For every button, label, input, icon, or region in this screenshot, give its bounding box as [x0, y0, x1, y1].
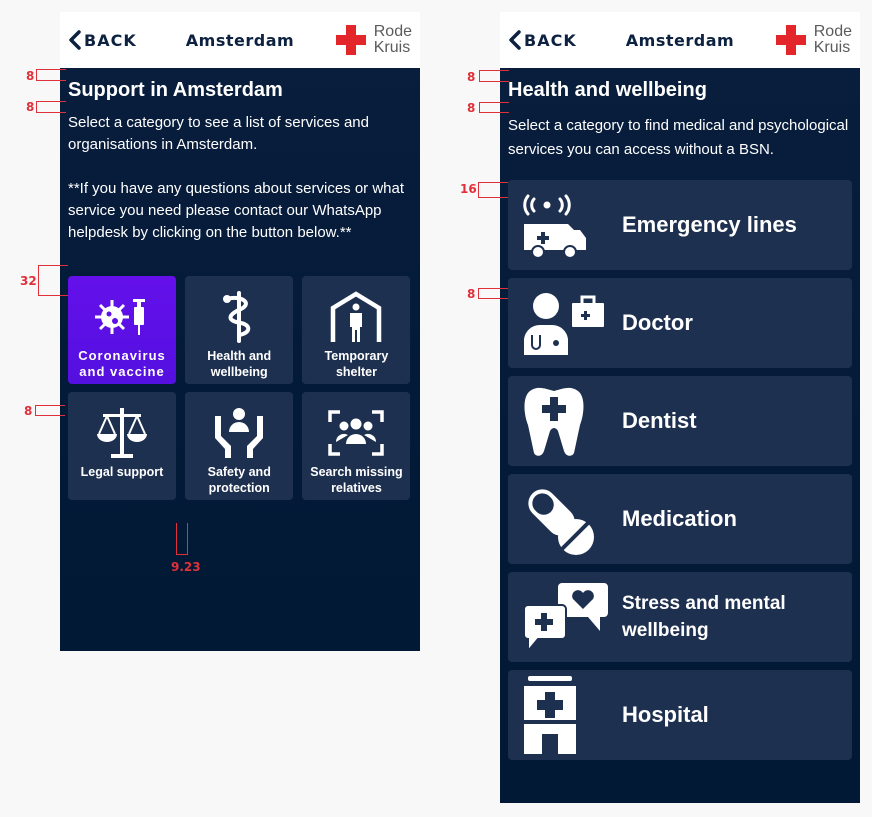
row-emergency-lines[interactable] — [508, 180, 852, 270]
row-label: Hospital — [622, 702, 709, 727]
category-list — [508, 180, 852, 760]
logo-line1: Rode — [373, 23, 412, 40]
description-helpdesk: **If you have any questions about services or what service you need please contact our WhatsApp helpdesk by clicking on the button below.** — [68, 180, 405, 241]
tile-label: Health and wellbeing — [207, 349, 272, 379]
tile-label: Temporary shelter — [324, 349, 389, 379]
shelter-icon — [329, 286, 383, 348]
section-description: Select a category to find medical and psychological services you can access without a BSN. — [508, 117, 849, 158]
row-label: Dentist — [622, 408, 697, 433]
back-label: BACK — [84, 30, 137, 50]
spacing-bracket — [176, 523, 188, 555]
tooth-icon — [508, 376, 622, 466]
row-dentist[interactable] — [508, 376, 852, 466]
spacing-bracket — [36, 69, 66, 81]
spacing-bracket — [478, 288, 508, 299]
tile-label: Legal support — [80, 465, 164, 479]
logo-line2: Kruis — [813, 39, 851, 56]
spacing-label: 8 — [467, 287, 476, 301]
rode-kruis-logo — [776, 24, 852, 56]
spacing-label: 32 — [20, 274, 37, 288]
category-grid — [68, 276, 412, 500]
row-label: Stress and mental wellbeing — [622, 593, 786, 641]
protect-hands-icon — [213, 402, 265, 464]
row-label: Doctor — [622, 310, 693, 335]
app-header — [60, 12, 420, 68]
spacing-label: 9.23 — [171, 560, 201, 574]
health-screen — [500, 12, 860, 803]
row-medication[interactable] — [508, 474, 852, 564]
hospital-icon — [508, 670, 622, 760]
section-heading: Support in Amsterdam — [68, 79, 283, 101]
tile-label: Safety and protection — [207, 465, 271, 495]
spacing-bracket — [36, 101, 66, 113]
rode-kruis-logo — [336, 24, 412, 56]
row-hospital[interactable] — [508, 670, 852, 760]
spacing-bracket — [38, 265, 68, 296]
spacing-label: 8 — [24, 404, 33, 418]
chevron-left-icon — [68, 30, 82, 50]
doctor-icon — [508, 278, 622, 368]
row-doctor[interactable] — [508, 278, 852, 368]
tile-safety[interactable] — [185, 392, 293, 500]
back-button[interactable] — [68, 12, 137, 68]
spacing-label: 16 — [460, 182, 477, 196]
row-stress-mental-wellbeing[interactable] — [508, 572, 852, 662]
section-description — [68, 112, 412, 244]
page-title: Amsterdam — [185, 30, 295, 50]
tile-health[interactable] — [185, 276, 293, 384]
spacing-bracket — [479, 102, 509, 113]
chat-heart-icon — [508, 572, 622, 662]
back-button[interactable] — [508, 12, 577, 68]
group-search-icon — [328, 402, 384, 464]
support-screen — [60, 12, 420, 651]
spacing-label: 8 — [26, 100, 35, 114]
back-label: BACK — [524, 30, 577, 50]
tile-coronavirus[interactable] — [68, 276, 176, 384]
logo-line1: Rode — [813, 23, 852, 40]
scales-icon — [95, 402, 149, 464]
section-heading: Health and wellbeing — [508, 79, 707, 101]
red-cross-icon — [776, 25, 806, 55]
description-line1: Select a category to see a list of services and organisations in Amsterdam. — [68, 114, 369, 153]
app-header — [500, 12, 860, 68]
chevron-left-icon — [508, 30, 522, 50]
spacing-label: 8 — [467, 101, 476, 115]
page-title: Amsterdam — [625, 30, 735, 50]
tile-legal[interactable] — [68, 392, 176, 500]
spacing-bracket — [479, 70, 509, 82]
tile-shelter[interactable] — [302, 276, 410, 384]
row-label: Emergency lines — [622, 212, 797, 237]
logo-line2: Kruis — [373, 39, 411, 56]
spacing-label: 8 — [26, 69, 35, 83]
row-label: Medication — [622, 506, 737, 531]
virus-syringe-icon — [95, 286, 149, 348]
ambulance-icon — [508, 180, 622, 270]
tile-label: Coronavirus and vaccine — [78, 348, 166, 379]
spacing-bracket — [478, 182, 508, 198]
red-cross-icon — [336, 25, 366, 55]
tile-label: Search missing relatives — [310, 465, 403, 495]
pills-icon — [508, 474, 622, 564]
spacing-label: 8 — [467, 70, 476, 84]
tile-missing-relatives[interactable] — [302, 392, 410, 500]
caduceus-icon — [221, 286, 257, 348]
spacing-bracket — [35, 405, 65, 416]
